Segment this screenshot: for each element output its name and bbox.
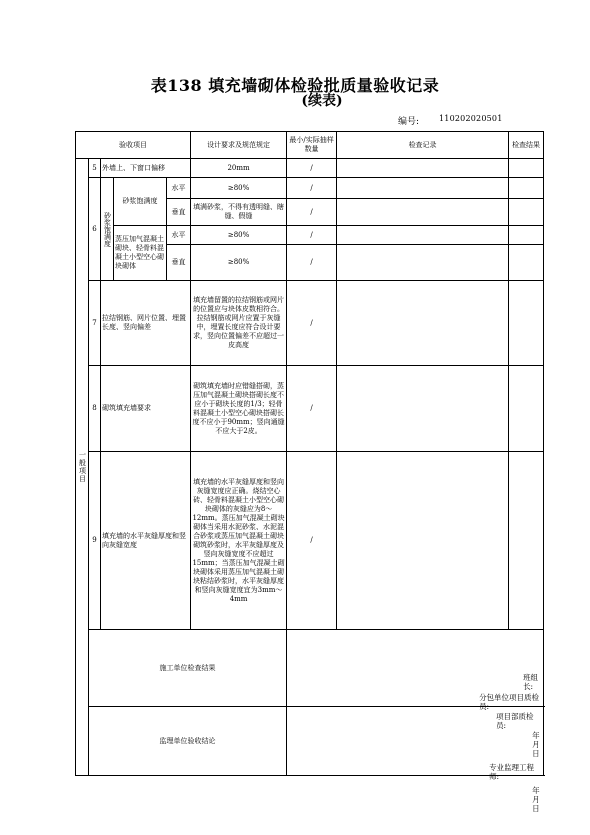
row-requirement: 砌筑填充墙时应错缝搭砌，蒸压加气混凝土砌块搭砌长度不应小于砌块长度的1/3；轻骨料混凝土小型空心砌块搭砌长度不应小于90mm；竖向通缝不应大于2皮。 [191,366,287,452]
category-label: 一般项目 [76,159,89,776]
team-leader-label: 班组长: [523,673,539,691]
subgroup-label: 砂浆饱满度 [114,178,167,226]
table-header-row [76,132,544,159]
row-record[interactable] [337,226,509,245]
direction-label: 水平 [167,226,191,245]
row-result[interactable] [509,226,544,245]
row-sample: / [287,226,337,245]
row-record[interactable] [337,199,509,226]
direction-label: 垂直 [167,199,191,226]
page-title: 表138 填充墙砌体检验批质量验收记录 [150,76,440,95]
header-requirement: 设计要求及规范规定 [191,132,287,159]
construction-row [76,630,544,707]
row-record[interactable] [337,366,509,452]
row-sample: / [287,199,337,226]
supervision-date: 年 月 日 [532,786,540,813]
row-number: 7 [89,281,101,366]
header-item: 验收项目 [76,132,191,159]
header-record: 检查记录 [337,132,509,159]
row-requirement: ≥80% [191,245,287,281]
table-row [76,178,544,199]
row-requirement: ≥80% [191,178,287,199]
row-name: 拉结钢筋、网片位置、埋置长度、竖向偏差 [101,281,191,366]
header-sample: 最小/实际抽样数量 [287,132,337,159]
row-result[interactable] [509,281,544,366]
row-result[interactable] [509,366,544,452]
table-row [76,226,544,245]
table-row [76,452,544,630]
row-number: 5 [89,159,101,178]
row-number: 9 [89,452,101,630]
row-sample: / [287,245,337,281]
row-requirement: 填满砂浆，不得有透明缝、瞎缝、假缝 [191,199,287,226]
table-row [76,366,544,452]
row-requirement: ≥80% [191,226,287,245]
engineer-label: 专业监理工程师: [489,763,535,781]
row-requirement: 填充墙的水平灰缝厚度和竖向灰缝宽度应正确。烧结空心砖、轻骨料混凝土小型空心砌块砌体的灰缝应为8～12mm。蒸压加气混凝土砌块砌体当采用水泥砂浆、水泥混合砂浆或蒸压加气混凝土砌块砌筑砂浆时，水平灰缝厚度及竖向灰缝宽度不应超过15mm；当蒸压加气混凝土砌块砌体采用蒸压加气混凝土砌块粘结砂浆时，水平灰缝厚度和竖向灰缝宽度宜为3mm～4mm [191,452,287,630]
row-record[interactable] [337,245,509,281]
row-name: 砌筑填充墙要求 [101,366,191,452]
direction-label: 水平 [167,178,191,199]
row-sample: / [287,281,337,366]
row-record[interactable] [337,281,509,366]
table-row [76,281,544,366]
row-result[interactable] [509,245,544,281]
row-result[interactable] [509,452,544,630]
code-value: 110202020501 [439,114,503,123]
table-row [76,159,544,178]
subgroup-label: 蒸压加气混凝土砌块、轻骨料混凝土小型空心砌块砌体 [114,226,167,281]
row-sample: / [287,366,337,452]
construction-signatures[interactable] [287,630,544,758]
row-result[interactable] [509,178,544,199]
row-record[interactable] [337,159,509,178]
row-number: 8 [89,366,101,452]
row-sample: / [287,159,337,178]
construction-date: 年 月 日 [532,731,540,758]
supervision-label: 监理单位验收结论 [89,707,287,776]
header-result: 检查结果 [509,132,544,159]
row-requirement: 填充墙留置的拉结钢筋或网片的位置应与块体皮数相符合。拉结钢筋或网片应置于灰缝中，埋置长度应符合设计要求，竖向位置偏差不应超过一皮高度 [191,281,287,366]
inspection-table [75,131,544,813]
direction-label: 垂直 [167,245,191,281]
row-sample: / [287,178,337,199]
row-result[interactable] [509,159,544,178]
row-record[interactable] [337,452,509,630]
row-requirement: 20mm [191,159,287,178]
sub-inspector-label: 分包单位项目质检员: [479,693,540,711]
row-result[interactable] [509,199,544,226]
code-label: 编号: [398,117,420,127]
row-sample: / [287,452,337,630]
row-name: 外墙上、下窗口偏移 [101,159,191,178]
page-subtitle: (续表) [301,93,343,109]
supervision-row [76,707,544,776]
row-name: 砂浆饱满度 [101,178,114,281]
construction-label: 施工单位检查结果 [89,630,287,707]
row-name: 填充墙的水平灰缝厚度和竖向灰缝宽度 [101,452,191,630]
row-number: 6 [89,178,101,281]
row-record[interactable] [337,178,509,199]
inspector-label: 项目部质检员: [496,712,534,730]
